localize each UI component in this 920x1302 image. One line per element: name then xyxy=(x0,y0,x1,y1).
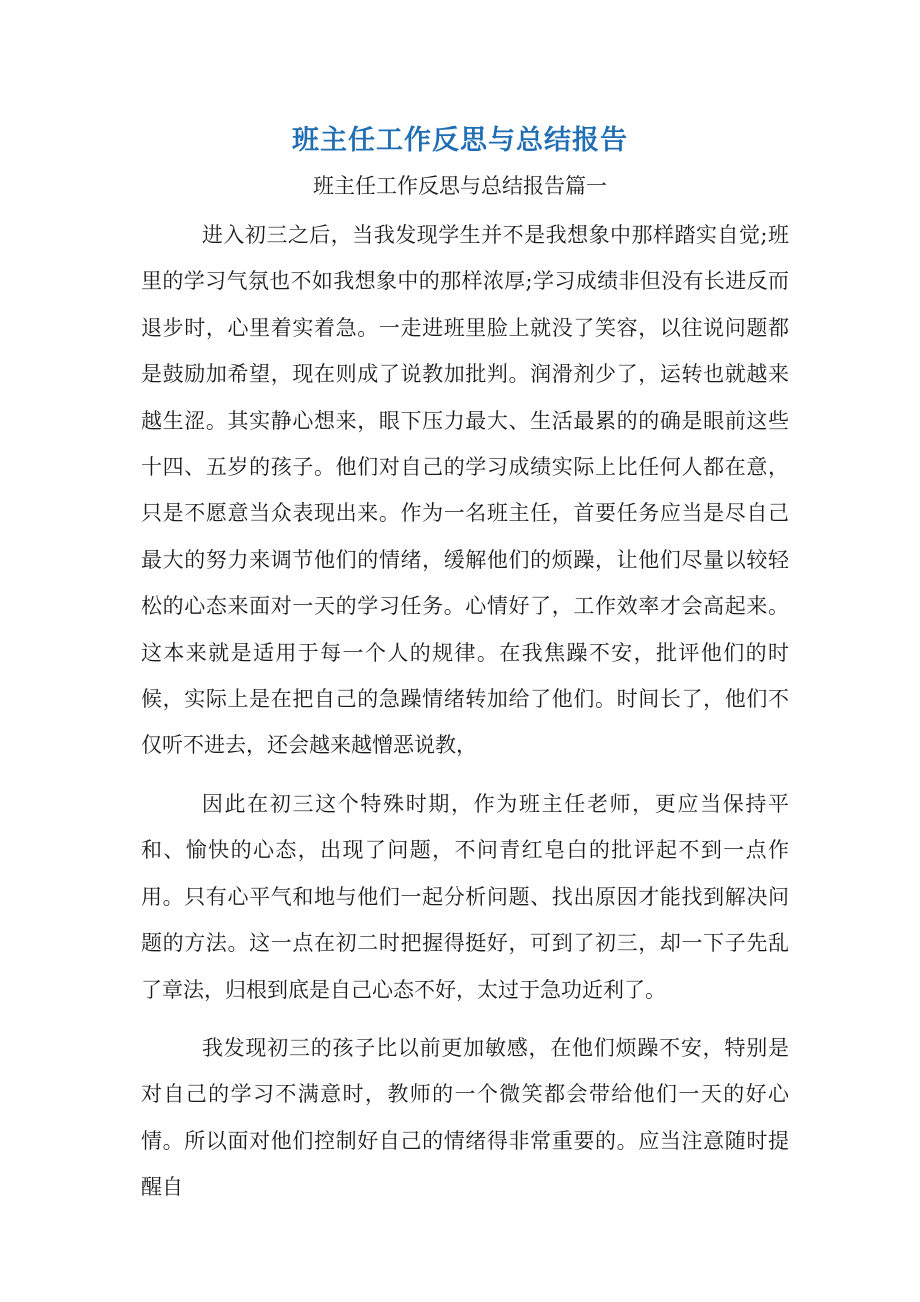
paragraph-1: 进入初三之后，当我发现学生并不是我想象中那样踏实自觉;班里的学习气氛也不如我想象中的那样浓厚;学习成绩非但没有长进反而退步时，心里着实着急。一走进班里脸上就没了笑容，以往说问题都是鼓励加希望，现在则成了说教加批判。润滑剂少了，运转也就越来越生涩。其实静心想来，眼下压力最大、生活最累的的确是眼前这些十四、五岁的孩子。他们对自己的学习成绩实际上比任何人都在意，只是不愿意当众表现出来。作为一名班主任，首要任务应当是尽自己最大的努力来调节他们的情绪，缓解他们的烦躁，让他们尽量以较轻松的心态来面对一天的学习任务。心情好了，工作效率才会高起来。这本来就是适用于每一个人的规律。在我焦躁不安，批评他们的时候，实际上是在把自己的急躁情绪转加给了他们。时间长了，他们不仅听不进去，还会越来越憎恶说教， xyxy=(141,223,789,758)
document-body xyxy=(141,212,789,1211)
section-heading: 班主任工作反思与总结报告篇一 xyxy=(313,174,607,198)
document-title: 班主任工作反思与总结报告 xyxy=(292,125,628,156)
paragraph-2: 因此在初三这个特殊时期，作为班主任老师，更应当保持平和、愉快的心态，出现了问题，不问青红皂白的批评起不到一点作用。只有心平气和地与他们一起分析问题、找出原因才能找到解决问题的方法。这一点在初二时把握得挺好，可到了初三，却一下子先乱了章法，归根到底是自己心态不好，太过于急功近利了。 xyxy=(141,791,789,1002)
paragraph-3: 我发现初三的孩子比以前更加敏感，在他们烦躁不安，特别是对自己的学习不满意时，教师的一个微笑都会带给他们一天的好心情。所以面对他们控制好自己的情绪得非常重要的。应当注意随时提醒自 xyxy=(141,1035,789,1200)
